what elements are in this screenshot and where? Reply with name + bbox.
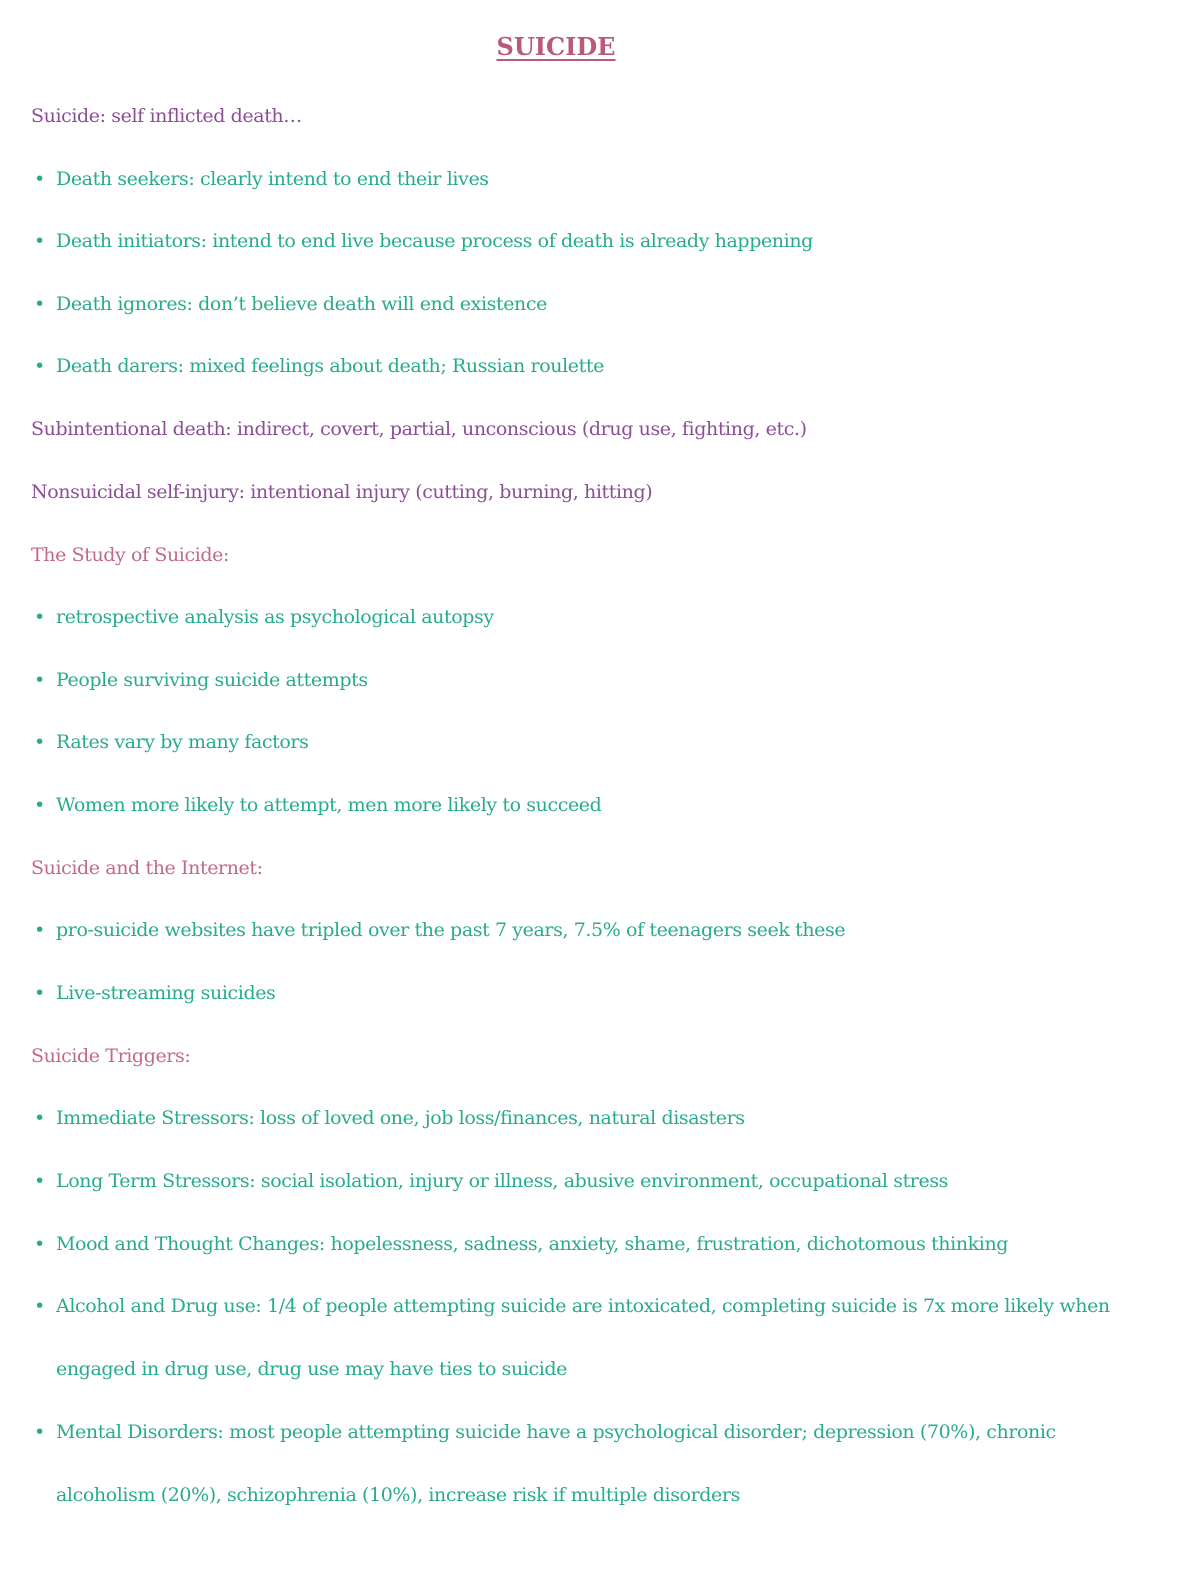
list-item: Death seekers: clearly intend to end their lives: [56, 168, 489, 190]
list-item: Death initiators: intend to end live because process of death is already happening: [56, 230, 813, 252]
bullet-icon: •: [34, 982, 46, 1004]
definition-text: Suicide: self inflicted death…: [31, 105, 302, 127]
list-item: Death darers: mixed feelings about death; Russian roulette: [56, 355, 604, 377]
list-item: Alcohol and Drug use: 1/4 of people attempting suicide are intoxicated, completing suicide is 7x more likely when: [56, 1295, 1110, 1317]
bullet-icon: •: [34, 794, 46, 816]
list-item: Mood and Thought Changes: hopelessness, sadness, anxiety, shame, frustration, dichotomous thinking: [56, 1233, 1009, 1255]
page-title: [0, 32, 1112, 61]
bullet-icon: •: [34, 230, 46, 252]
bullet-icon: •: [34, 355, 46, 377]
bullet-icon: •: [34, 168, 46, 190]
bullet-icon: •: [34, 669, 46, 691]
subintentional-text: Subintentional death: indirect, covert, partial, unconscious (drug use, fighting, etc.): [31, 418, 807, 440]
list-item: Long Term Stressors: social isolation, injury or illness, abusive environment, occupational stress: [56, 1170, 949, 1192]
bullet-icon: •: [34, 731, 46, 753]
list-item: retrospective analysis as psychological autopsy: [56, 606, 494, 628]
list-item: Immediate Stressors: loss of loved one, job loss/finances, natural disasters: [56, 1107, 745, 1129]
section-heading-internet: Suicide and the Internet:: [31, 857, 263, 879]
nonsuicidal-text: Nonsuicidal self-injury: intentional injury (cutting, burning, hitting): [31, 481, 653, 503]
list-item: pro-suicide websites have tripled over the past 7 years, 7.5% of teenagers seek these: [56, 919, 846, 941]
list-item: Women more likely to attempt, men more likely to succeed: [56, 794, 602, 816]
list-item: People surviving suicide attempts: [56, 669, 368, 691]
bullet-icon: •: [34, 1170, 46, 1192]
list-item: Live-streaming suicides: [56, 982, 276, 1004]
list-item: Rates vary by many factors: [56, 731, 309, 753]
bullet-icon: •: [34, 293, 46, 315]
bullet-icon: •: [34, 1107, 46, 1129]
list-item-continuation: engaged in drug use, drug use may have ties to suicide: [56, 1358, 568, 1380]
list-item-continuation: alcoholism (20%), schizophrenia (10%), increase risk if multiple disorders: [56, 1484, 740, 1506]
bullet-icon: •: [34, 1421, 46, 1443]
page-title-text: SUICIDE: [496, 32, 616, 61]
bullet-icon: •: [34, 1295, 46, 1317]
list-item: Death ignores: don’t believe death will end existence: [56, 293, 547, 315]
bullet-icon: •: [34, 606, 46, 628]
bullet-icon: •: [34, 919, 46, 941]
list-item: Mental Disorders: most people attempting suicide have a psychological disorder; depression (70%), chronic: [56, 1421, 1056, 1443]
section-heading-triggers: Suicide Triggers:: [31, 1045, 191, 1067]
section-heading-study: The Study of Suicide:: [31, 544, 229, 566]
bullet-icon: •: [34, 1233, 46, 1255]
